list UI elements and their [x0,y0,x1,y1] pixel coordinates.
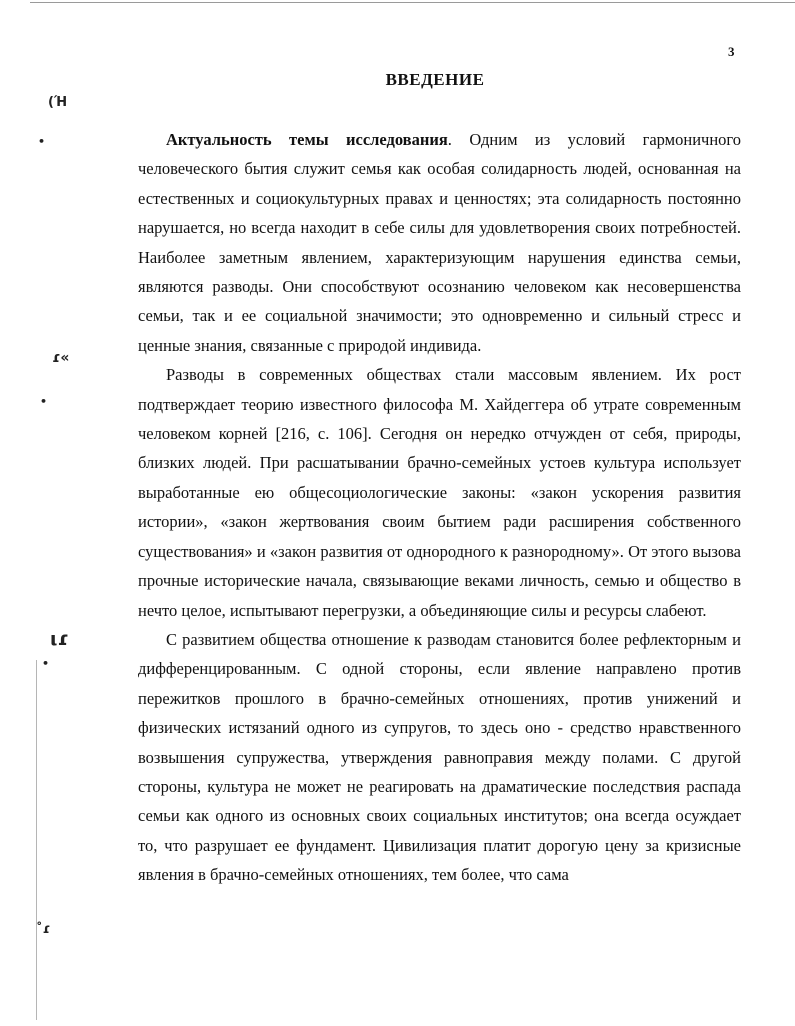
paragraph-divorces: Разводы в современных обществах стали массовым явлением. Их рост подтверждает теорию известного философа М. Хайдеггера об утрате современным человеком корней [216, с. 106]. Сегодня он нередко отчужден от себя, природы, близких людей. При расшатывании брачно-семейных устоев культура использует выработанные ею общесоциологические законы: «закон ускорения развития истории», «закон жертвования своим бытием ради расширения собственного существования» и «закон развития от однородного к разнородному». От этого вызова прочные исторические начала, связывающие веками личность, семью и общество в нечто целое, испытывают перегрузки, а объединяющие силы и ресурсы слабеют. [138,365,741,620]
scan-margin-line [36,660,37,1020]
margin-scribble-mark: ɾ« [52,350,70,366]
page-number: 3 [728,44,735,59]
margin-scribble-mark: (Ή [48,95,68,110]
paragraph-lead: Актуальность темы исследования [166,130,448,149]
margin-dot-mark: • [38,135,46,148]
page-title: ВВЕДЕНИЕ [385,70,485,89]
margin-scribble-mark: ˚ɾ [36,922,51,937]
body-text [138,125,741,890]
paragraph-text: . Одним из условий гармоничного человеческого бытия служит семья как особая солидарность людей, основанная на естественных и социокультурных правах и ценностях; эта солидарность постоянно нарушается, но всегда находит в себе силы для удовлетворения своих потребностей. Наиболее заметным явлением, характеризующим нарушения единства семьи, являются разводы. Они способствуют осознанию человеком как несовершенства семьи, так и ее социальной значимости; это одновременно и сильный стресс и ценные знания, связанные с природой индивида. [138,130,742,355]
margin-dot-mark: • [40,395,48,408]
margin-scribble-mark: ιɾ [50,628,69,650]
paragraph-development: С развитием общества отношение к разводам становится более рефлекторным и дифференцированным. С одной стороны, если явление направлено против пережитков прошлого в брачно-семейных отношениях, против унижений и физических истязаний одного из супругов, то здесь оно - средство нравственного возвышения супружества, утверждения равноправия между полами. С другой стороны, культура не может не реагировать на драматические последствия распада семьи как одного из основных своих социальных институтов; она всегда осуждает то, что разрушает ее фундамент. Цивилизация платит дорогую цену за кризисные явления в брачно-семейных отношениях, тем более, что сама [138,629,741,885]
margin-dot-mark: • [42,657,50,670]
paragraph-relevance [138,125,741,360]
scan-edge-line [30,2,795,3]
